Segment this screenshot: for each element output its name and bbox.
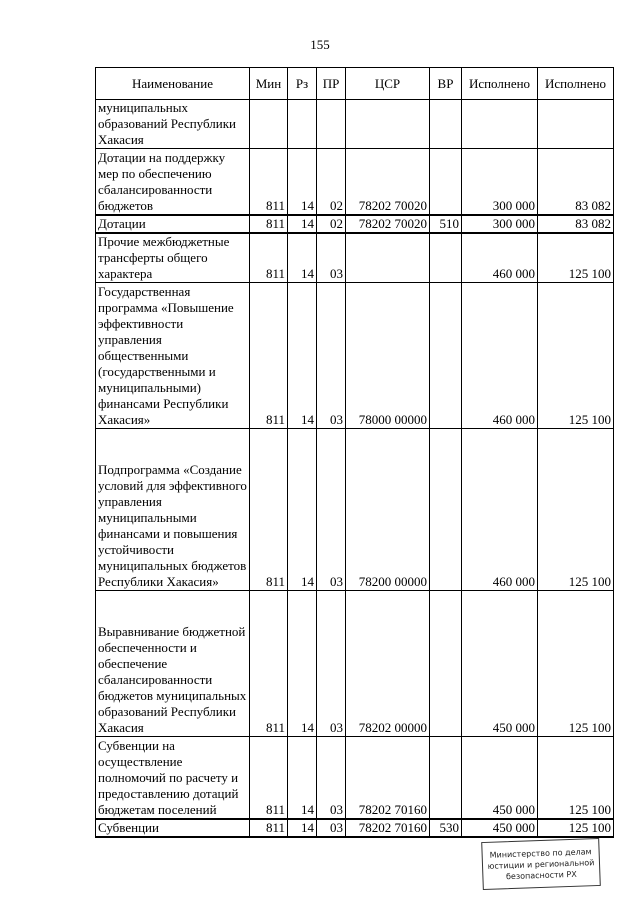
row-name: Подпрограмма «Создание условий для эффективного управления муниципальными финансами и повышения устойчивости муниципальных бюджетов Республики Хакасия» <box>96 429 250 591</box>
header-name: Наименование <box>96 68 250 100</box>
row-rz <box>288 100 317 149</box>
row-min: 811 <box>250 149 288 215</box>
row-executed-1: 300 000 <box>462 215 538 233</box>
row-executed-1: 460 000 <box>462 429 538 591</box>
table-row <box>96 737 614 819</box>
row-vr <box>430 591 462 737</box>
header-executed-1: Исполнено <box>462 68 538 100</box>
row-vr: 510 <box>430 215 462 233</box>
row-csr: 78202 70020 <box>346 215 430 233</box>
row-csr: 78202 70020 <box>346 149 430 215</box>
header-min: Мин <box>250 68 288 100</box>
row-rz: 14 <box>288 819 317 837</box>
table-row <box>96 819 614 837</box>
row-rz: 14 <box>288 591 317 737</box>
row-csr: 78200 00000 <box>346 429 430 591</box>
header-rz: Рз <box>288 68 317 100</box>
row-vr <box>430 737 462 819</box>
row-pr: 03 <box>317 591 346 737</box>
row-executed-1: 450 000 <box>462 737 538 819</box>
header-vr: ВР <box>430 68 462 100</box>
row-pr: 02 <box>317 149 346 215</box>
row-executed-1: 450 000 <box>462 591 538 737</box>
row-executed-1 <box>462 100 538 149</box>
row-rz: 14 <box>288 283 317 429</box>
row-name: Субвенции на осуществление полномочий по расчету и предоставлению дотаций бюджетам поселений <box>96 737 250 819</box>
row-executed-1: 460 000 <box>462 283 538 429</box>
row-min: 811 <box>250 233 288 283</box>
header-executed-2: Исполнено <box>538 68 614 100</box>
row-min: 811 <box>250 429 288 591</box>
row-executed-2: 125 100 <box>538 819 614 837</box>
row-vr <box>430 429 462 591</box>
row-pr: 03 <box>317 819 346 837</box>
row-rz: 14 <box>288 429 317 591</box>
header-pr: ПР <box>317 68 346 100</box>
header-csr: ЦСР <box>346 68 430 100</box>
row-executed-2: 83 082 <box>538 215 614 233</box>
row-executed-2 <box>538 100 614 149</box>
row-name: Государственная программа «Повышение эффективности управления общественными (государственными и муниципальными) финансами Республики Хакасия» <box>96 283 250 429</box>
row-name: Дотации на поддержку мер по обеспечению сбалансированности бюджетов <box>96 149 250 215</box>
row-executed-2: 125 100 <box>538 233 614 283</box>
row-executed-1: 300 000 <box>462 149 538 215</box>
row-pr: 03 <box>317 233 346 283</box>
table-row <box>96 429 614 591</box>
row-executed-2: 83 082 <box>538 149 614 215</box>
row-rz: 14 <box>288 737 317 819</box>
row-csr <box>346 100 430 149</box>
row-executed-1: 460 000 <box>462 233 538 283</box>
row-pr: 03 <box>317 283 346 429</box>
row-name: Выравнивание бюджетной обеспеченности и обеспечение сбалансированности бюджетов муниципальных образований Республики Хакасия <box>96 591 250 737</box>
ministry-stamp <box>481 838 601 890</box>
row-executed-1: 450 000 <box>462 819 538 837</box>
row-csr: 78202 70160 <box>346 737 430 819</box>
row-csr <box>346 233 430 283</box>
row-min <box>250 100 288 149</box>
page-number: 155 <box>310 37 330 52</box>
row-vr <box>430 100 462 149</box>
row-executed-2: 125 100 <box>538 737 614 819</box>
table-row <box>96 149 614 215</box>
row-executed-2: 125 100 <box>538 283 614 429</box>
row-pr: 03 <box>317 737 346 819</box>
table-row <box>96 215 614 233</box>
row-pr <box>317 100 346 149</box>
row-csr: 78202 00000 <box>346 591 430 737</box>
table-row <box>96 233 614 283</box>
row-min: 811 <box>250 819 288 837</box>
row-name: Дотации <box>96 215 250 233</box>
row-rz: 14 <box>288 233 317 283</box>
row-csr: 78000 00000 <box>346 283 430 429</box>
row-vr: 530 <box>430 819 462 837</box>
row-executed-2: 125 100 <box>538 591 614 737</box>
stamp-line-2: юстиции и региональной <box>487 857 595 871</box>
row-rz: 14 <box>288 149 317 215</box>
row-name: Субвенции <box>96 819 250 837</box>
row-min: 811 <box>250 737 288 819</box>
row-name: Прочие межбюджетные трансферты общего характера <box>96 233 250 283</box>
row-rz: 14 <box>288 215 317 233</box>
table-header-row <box>96 68 614 100</box>
row-min: 811 <box>250 283 288 429</box>
row-vr <box>430 283 462 429</box>
row-pr: 02 <box>317 215 346 233</box>
row-executed-2: 125 100 <box>538 429 614 591</box>
row-vr <box>430 233 462 283</box>
row-min: 811 <box>250 215 288 233</box>
row-csr: 78202 70160 <box>346 819 430 837</box>
stamp-line-3: безопасности РХ <box>505 869 577 881</box>
budget-table <box>95 67 614 838</box>
row-name: муниципальных образований Республики Хакасия <box>96 100 250 149</box>
table-row <box>96 100 614 149</box>
table-row <box>96 591 614 737</box>
row-pr: 03 <box>317 429 346 591</box>
row-vr <box>430 149 462 215</box>
row-min: 811 <box>250 591 288 737</box>
stamp-line-1: Министерство по делам <box>489 846 592 860</box>
table-row <box>96 283 614 429</box>
